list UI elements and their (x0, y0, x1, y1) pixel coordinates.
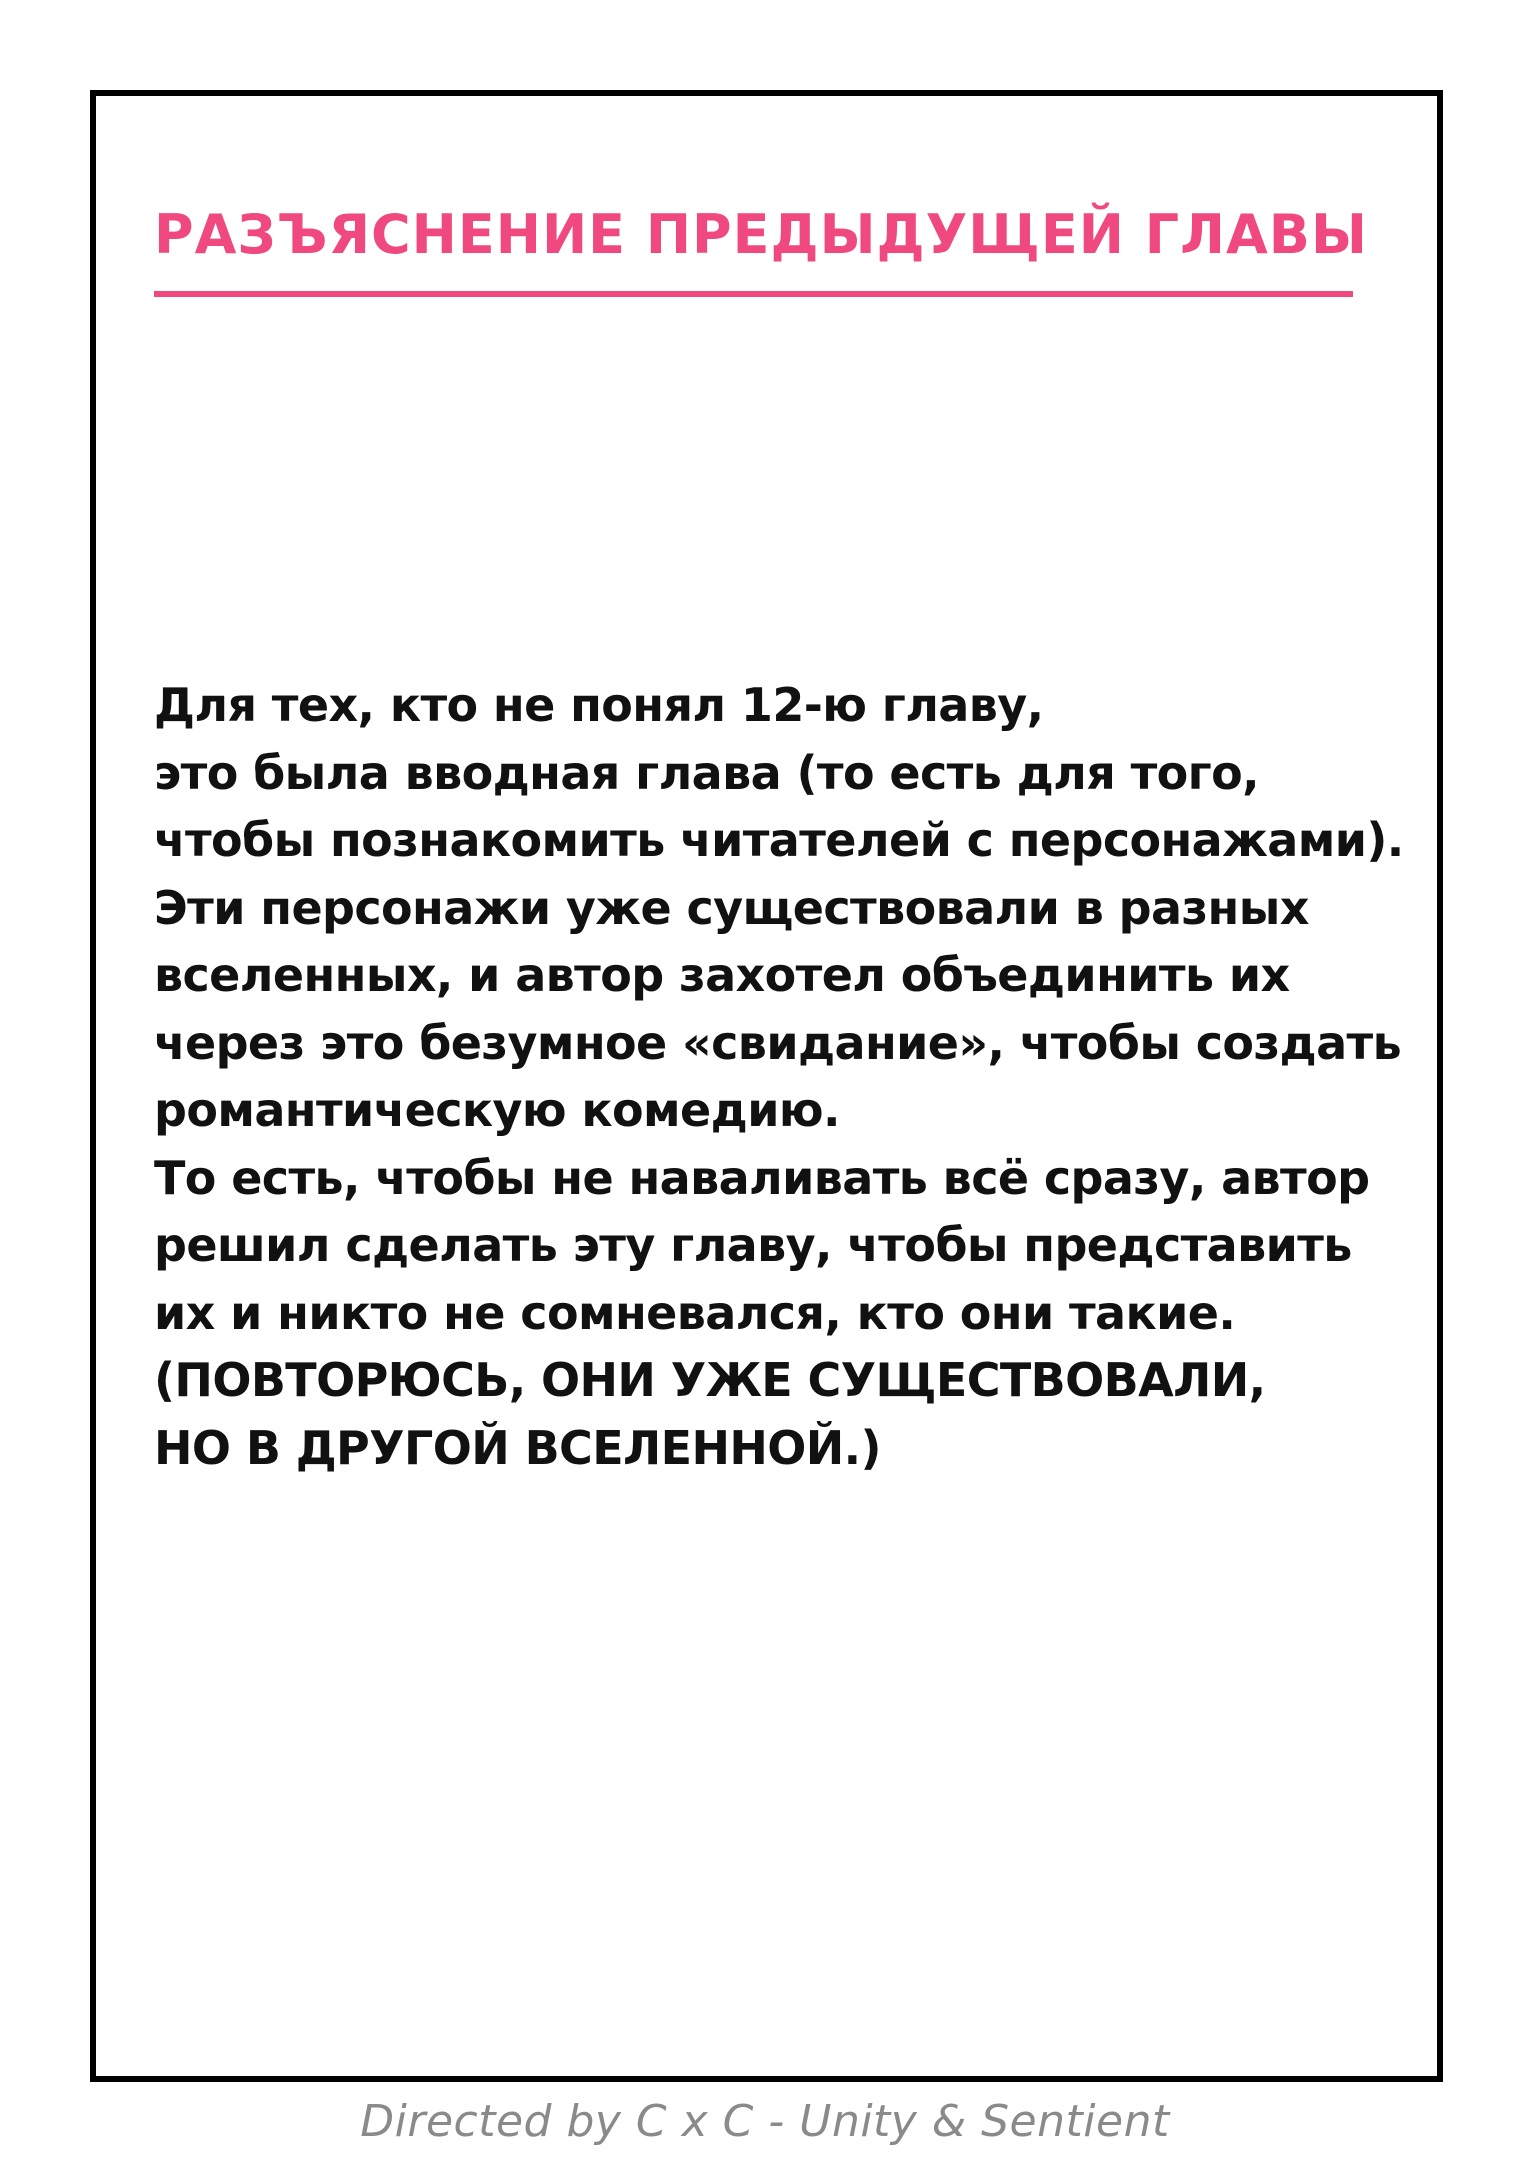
text-line: решил сделать эту главу, чтобы представить (154, 1218, 1352, 1272)
text-line: То есть, чтобы не наваливать всё сразу, автор (154, 1150, 1370, 1205)
text-line: чтобы познакомить читателей с персонажами). (154, 813, 1404, 867)
explanation-text (154, 672, 1424, 1482)
text-line: это была вводная глава (то есть для того, (154, 745, 1259, 800)
text-line: (ПОВТОРЮСЬ, ОНИ УЖЕ СУЩЕСТВОВАЛИ, (154, 1353, 1266, 1407)
text-line: романтическую комедию. (154, 1083, 840, 1137)
text-line: их и никто не сомневался, кто они такие. (154, 1285, 1236, 1340)
text-line: Эти персонажи уже существовали в разных (154, 880, 1309, 935)
page-heading: РАЗЪЯСНЕНИЕ ПРЕДЫДУЩЕЙ ГЛАВЫ (154, 203, 1368, 266)
text-line: через это безумное «свидание», чтобы создать (154, 1015, 1402, 1070)
text-line: вселенных, и автор захотел объединить их (154, 948, 1290, 1002)
credits-line: Directed by C x C - Unity & Sentient (360, 2096, 1170, 2147)
text-line: НО В ДРУГОЙ ВСЕЛЕННОЙ.) (154, 1420, 881, 1475)
text-line: Для тех, кто не понял 12-ю главу, (154, 678, 1044, 732)
heading-underline (154, 291, 1353, 297)
